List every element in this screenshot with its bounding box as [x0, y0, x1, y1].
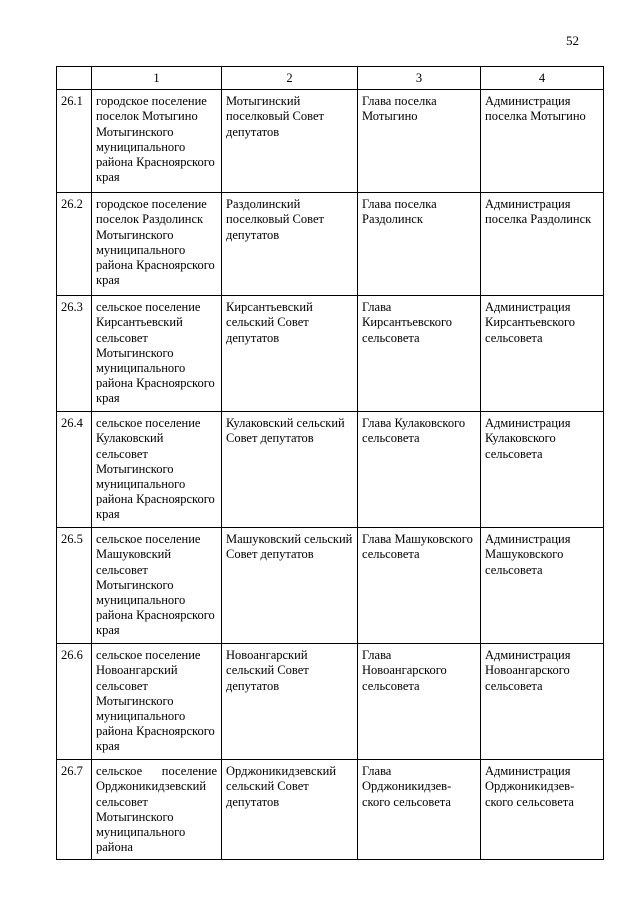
page-number: 52 — [566, 33, 579, 48]
header-cell-2: 2 — [222, 67, 358, 90]
municipality-type-word: сельское — [96, 764, 143, 779]
council-cell: Кулаковский сельский Совет депутатов — [222, 412, 358, 528]
table-header-row — [57, 67, 604, 90]
municipality-cell: сельское поселение Кулаковский сельсовет Мотыгинского муниципального района Красноярского края — [92, 412, 222, 528]
header-cell-3: 3 — [358, 67, 481, 90]
council-cell: Новоангарский сельский Совет депутатов — [222, 644, 358, 760]
administration-cell: Администрация Кулаковского сельсовета — [481, 412, 604, 528]
administration-cell: Администрация Кирсантьевского сельсовета — [481, 296, 604, 412]
administration-cell: Администрация Машуковского сельсовета — [481, 528, 604, 644]
council-cell: Орджоникидзевский сельский Совет депутатов — [222, 760, 358, 860]
municipality-cell — [92, 760, 222, 860]
head-cell: Глава поселка Раздолинск — [358, 193, 481, 296]
municipality-cell: городское поселение поселок Раздолинск Мотыгинского муниципального района Красноярского края — [92, 193, 222, 296]
municipality-name: Орджоникидзевский сельсовет Мотыгинского муниципального района — [96, 779, 207, 855]
table-row — [57, 760, 604, 860]
table-row — [57, 193, 604, 296]
row-number: 26.5 — [57, 528, 92, 644]
head-cell: Глава Машуковского сельсовета — [358, 528, 481, 644]
municipality-first-line — [96, 764, 217, 779]
administration-cell: Администрация Орджоникидзев-ского сельсовета — [481, 760, 604, 860]
administration-cell: Администрация Новоангарского сельсовета — [481, 644, 604, 760]
head-cell: Глава поселка Мотыгино — [358, 90, 481, 193]
row-number: 26.6 — [57, 644, 92, 760]
head-cell: Глава Кулаковского сельсовета — [358, 412, 481, 528]
header-cell-num — [57, 67, 92, 90]
council-cell: Раздолинский поселковый Совет депутатов — [222, 193, 358, 296]
municipality-cell: сельское поселение Кирсантьевский сельсовет Мотыгинского муниципального района Красноярского края — [92, 296, 222, 412]
row-number: 26.2 — [57, 193, 92, 296]
table-row — [57, 412, 604, 528]
municipality-cell: сельское поселение Новоангарский сельсовет Мотыгинского муниципального района Красноярского края — [92, 644, 222, 760]
table-row — [57, 296, 604, 412]
row-number: 26.3 — [57, 296, 92, 412]
head-cell: Глава Кирсантьевского сельсовета — [358, 296, 481, 412]
council-cell: Кирсантьевский сельский Совет депутатов — [222, 296, 358, 412]
council-cell: Мотыгинский поселковый Совет депутатов — [222, 90, 358, 193]
header-cell-4: 4 — [481, 67, 604, 90]
head-cell: Глава Орджоникидзев-ского сельсовета — [358, 760, 481, 860]
head-cell: Глава Новоангарского сельсовета — [358, 644, 481, 760]
table-row — [57, 528, 604, 644]
municipality-type-word: поселение — [161, 764, 217, 779]
header-cell-1: 1 — [92, 67, 222, 90]
table-row — [57, 90, 604, 193]
municipality-cell: городское поселение поселок Мотыгино Мотыгинского муниципального района Красноярского края — [92, 90, 222, 193]
table-row — [57, 644, 604, 760]
row-number: 26.4 — [57, 412, 92, 528]
council-cell: Машуковский сельский Совет депутатов — [222, 528, 358, 644]
row-number: 26.1 — [57, 90, 92, 193]
row-number: 26.7 — [57, 760, 92, 860]
municipality-cell: сельское поселение Машуковский сельсовет Мотыгинского муниципального района Красноярского края — [92, 528, 222, 644]
administration-cell: Администрация поселка Мотыгино — [481, 90, 604, 193]
settlements-table — [56, 66, 604, 860]
administration-cell: Администрация поселка Раздолинск — [481, 193, 604, 296]
